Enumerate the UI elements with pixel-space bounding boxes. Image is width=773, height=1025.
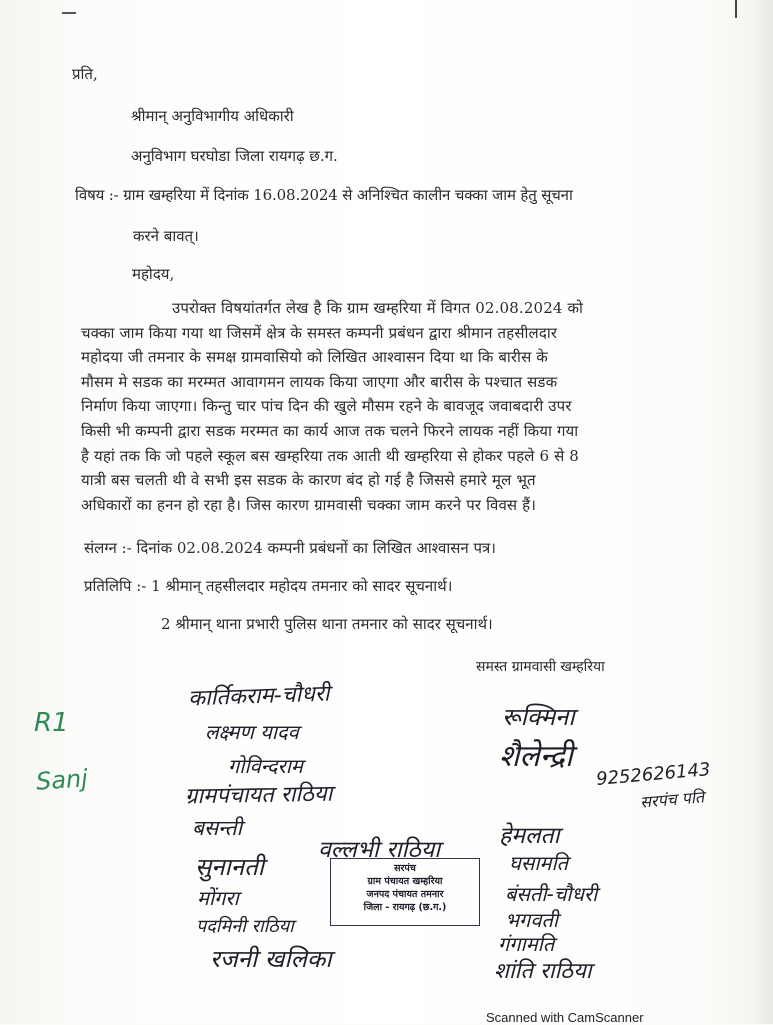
addressee-line: अनुविभाग घरघोडा जिला रायगढ़ छ.ग.	[131, 147, 338, 165]
margin-note: Sanj	[35, 764, 89, 796]
copy-line: 2 श्रीमान् थाना प्रभारी पुलिस थाना तमनार को सादर सूचनार्थ।	[161, 615, 493, 633]
signature: बंसती-चौधरी	[505, 882, 598, 906]
signature: गंगामति	[498, 932, 555, 956]
signature: रूक्मिना	[502, 703, 575, 731]
signature: शांति राठिया	[494, 959, 592, 984]
sarpanch-stamp	[330, 858, 480, 926]
body-line: उपरोक्त विषयांतर्गत लेख है कि ग्राम खम्हरिया में विगत 02.08.2024 को	[172, 299, 584, 317]
signature: सुनानती	[195, 853, 264, 881]
greeting: महोदय,	[132, 265, 175, 283]
stamp-line: जनपद पंचायत तमनार	[366, 889, 444, 900]
signature: भगवती	[505, 908, 559, 932]
stamp-line: ग्राम पंचायत खम्हरिया	[367, 876, 443, 887]
subject-line: विषय :- ग्राम खम्हरिया में दिनांक 16.08.2024 से अनिश्चित कालीन चक्का जाम हेतु सूचना	[75, 186, 573, 204]
phone-note: सरपंच पति	[639, 787, 705, 812]
signature: मोंगरा	[197, 886, 239, 910]
signature: ग्रामपंचायत राठिया	[184, 781, 333, 810]
addressee-line: श्रीमान् अनुविभागीय अधिकारी	[131, 107, 294, 125]
body-line: महोदया जी तमनार के समक्ष ग्रामवासियो को लिखित आश्वासन दिया था कि बारीस के	[81, 348, 548, 366]
stamp-signature: वल्लभी राठिया	[318, 837, 441, 863]
signature: रजनी खलिका	[210, 945, 332, 973]
body-line: मौसम मे सडक का मरम्मत आवागमन लायक किया जाएगा और बारीस के पश्चात सडक	[81, 373, 558, 391]
body-line: अधिकारों का हनन हो रहा है। जिस कारण ग्रामवासी चक्का जाम करने पर विवस हैं।	[81, 496, 537, 514]
signature: पदमिनी राठिया	[196, 916, 294, 937]
body-line: निर्माण किया जाएगा। किन्तु चार पांच दिन की खुले मौसम रहने के बावजूद जवाबदारी उपर	[81, 397, 572, 415]
signature: बसन्ती	[192, 816, 243, 840]
body-line: यात्री बस चलती थी वे सभी इस सडक के कारण बंद हो गई है जिससे हमारे मूल भूत	[81, 471, 536, 489]
body-line: है यहां तक कि जो पहले स्कूल बस खम्हरिया तक आती थी खम्हरिया से होकर पहले 6 से 8	[81, 447, 579, 465]
signature: लक्ष्मण यादव	[205, 720, 299, 744]
page-shadow	[755, 0, 773, 1024]
signed-by: समस्त ग्रामवासी खम्हरिया	[476, 659, 605, 675]
body-line: चक्का जाम किया गया था जिसमें क्षेत्र के समस्त कम्पनी प्रबंधन द्वारा श्रीमान तहसीलदार	[81, 324, 558, 342]
margin-note: R1	[34, 708, 69, 738]
scan-mark	[62, 12, 76, 22]
scan-mark	[735, 0, 737, 18]
signature: घसामति	[509, 851, 569, 875]
copy-line: प्रतिलिपि :- 1 श्रीमान् तहसीलदार महोदय तमनार को सादर सूचनार्थ।	[84, 577, 453, 595]
salutation-to: प्रति,	[72, 65, 98, 83]
signature: गोविन्दराम	[228, 754, 303, 778]
stamp-title: सरपंच	[394, 863, 416, 874]
phone-number: 9252626143	[595, 759, 712, 790]
stamp-line: जिला - रायगढ़ (छ.ग.)	[363, 902, 447, 913]
enclosure-line: संलग्न :- दिनांक 02.08.2024 कम्पनी प्रबंधनों का लिखित आश्वासन पत्र।	[84, 539, 496, 557]
signature: हेमलता	[499, 823, 560, 849]
signature: शैलेन्द्री	[499, 739, 573, 774]
body-line: किसी भी कम्पनी द्वारा सडक मरम्मत का कार्य आज तक चलने फिरने लायक नहीं किया गया	[81, 422, 579, 440]
scanner-watermark: Scanned with CamScanner	[486, 1010, 644, 1025]
signature: कार्तिकराम-चौधरी	[187, 681, 330, 712]
subject-line: करने बावत्।	[133, 227, 199, 245]
